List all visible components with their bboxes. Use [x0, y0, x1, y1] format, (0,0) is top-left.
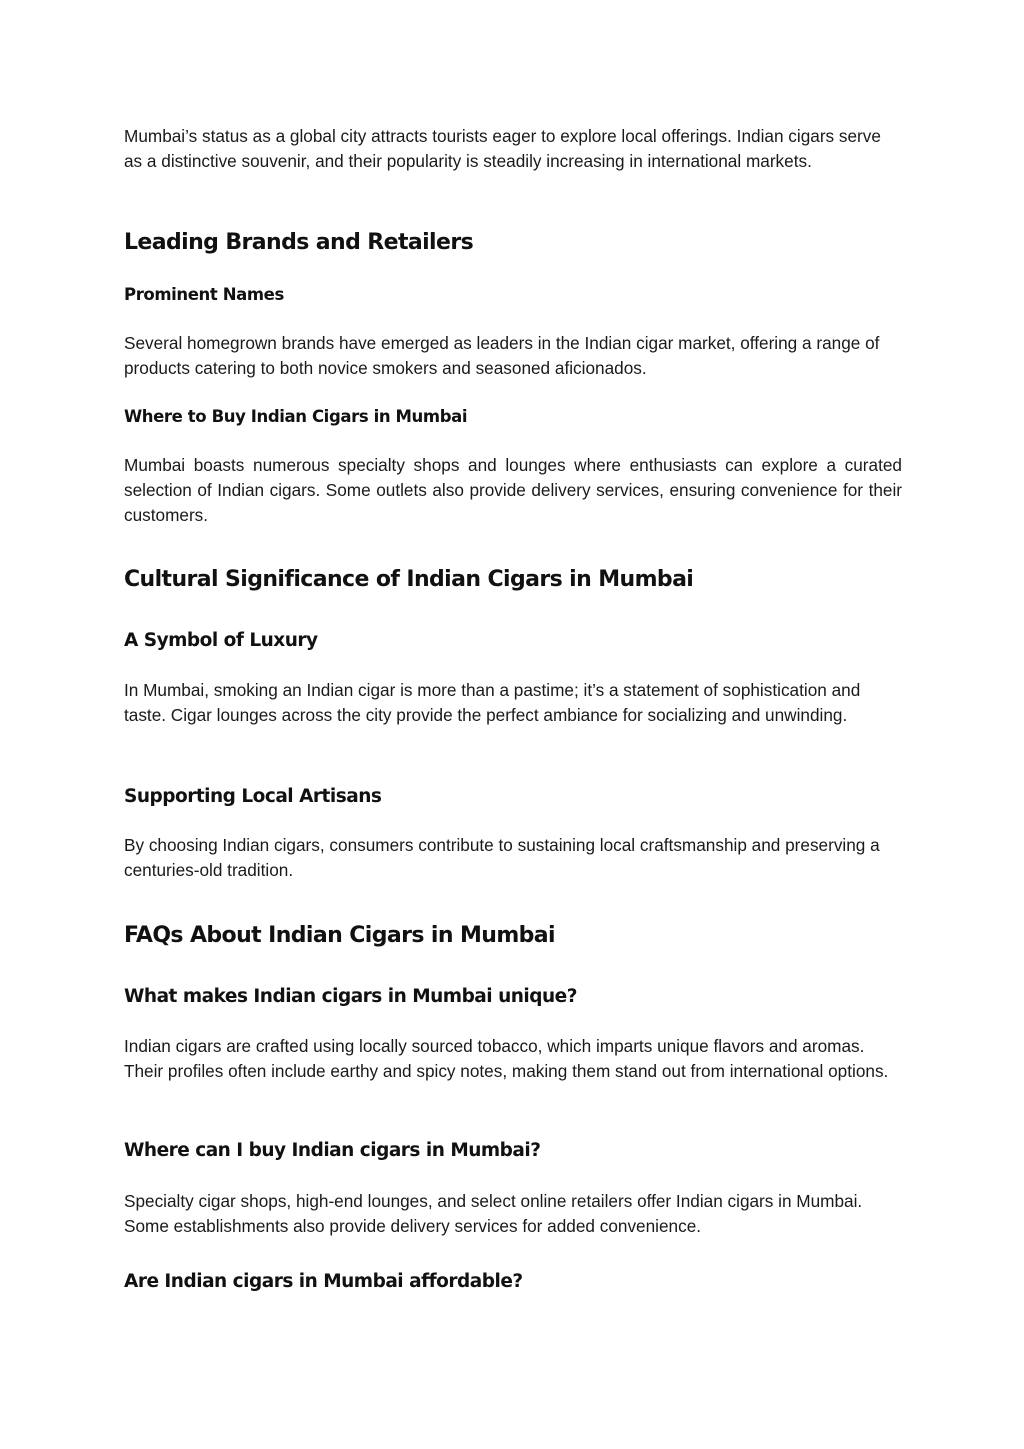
faq-question: What makes Indian cigars in Mumbai unique?: [124, 986, 577, 1007]
faq-question: Where can I buy Indian cigars in Mumbai?: [124, 1140, 541, 1161]
paragraph-where-to-buy: Mumbai boasts numerous specialty shops and lounges where enthusiasts can explore a curated selection of Indian cigars. Some outlets also provide delivery services, ensuring convenience for their customers.: [124, 455, 902, 525]
paragraph-prominent-names: Several homegrown brands have emerged as leaders in the Indian cigar market, offering a range of products catering to both novice smokers and seasoned aficionados.: [124, 333, 880, 378]
faq-answer: Specialty cigar shops, high-end lounges, and select online retailers offer Indian cigars in Mumbai. Some establishments also provide delivery services for added convenience.: [124, 1191, 863, 1236]
section-heading-faqs: FAQs About Indian Cigars in Mumbai: [124, 923, 555, 948]
paragraph-local-artisans: By choosing Indian cigars, consumers contribute to sustaining local craftsmanship and preserving a centuries-old tradition.: [124, 835, 880, 880]
subheading-prominent-names: Prominent Names: [124, 285, 284, 304]
subheading-symbol-of-luxury: A Symbol of Luxury: [124, 630, 318, 651]
subheading-local-artisans: Supporting Local Artisans: [124, 786, 382, 807]
section-heading-cultural: Cultural Significance of Indian Cigars in Mumbai: [124, 567, 694, 592]
faq-answer: Indian cigars are crafted using locally sourced tobacco, which imparts unique flavors and aromas. Their profiles often include earthy and spicy notes, making them stand out from international options.: [124, 1036, 889, 1081]
intro-paragraph: Mumbai’s status as a global city attracts tourists eager to explore local offerings. Indian cigars serve as a distinctive souvenir, and their popularity is steadily increasing in international markets.: [124, 126, 881, 171]
section-heading-brands: Leading Brands and Retailers: [124, 230, 474, 255]
subheading-where-to-buy: Where to Buy Indian Cigars in Mumbai: [124, 407, 468, 426]
faq-question: Are Indian cigars in Mumbai affordable?: [124, 1271, 523, 1292]
paragraph-symbol-of-luxury: In Mumbai, smoking an Indian cigar is more than a pastime; it’s a statement of sophistication and taste. Cigar lounges across the city provide the perfect ambiance for socializing and unwinding.: [124, 680, 861, 725]
